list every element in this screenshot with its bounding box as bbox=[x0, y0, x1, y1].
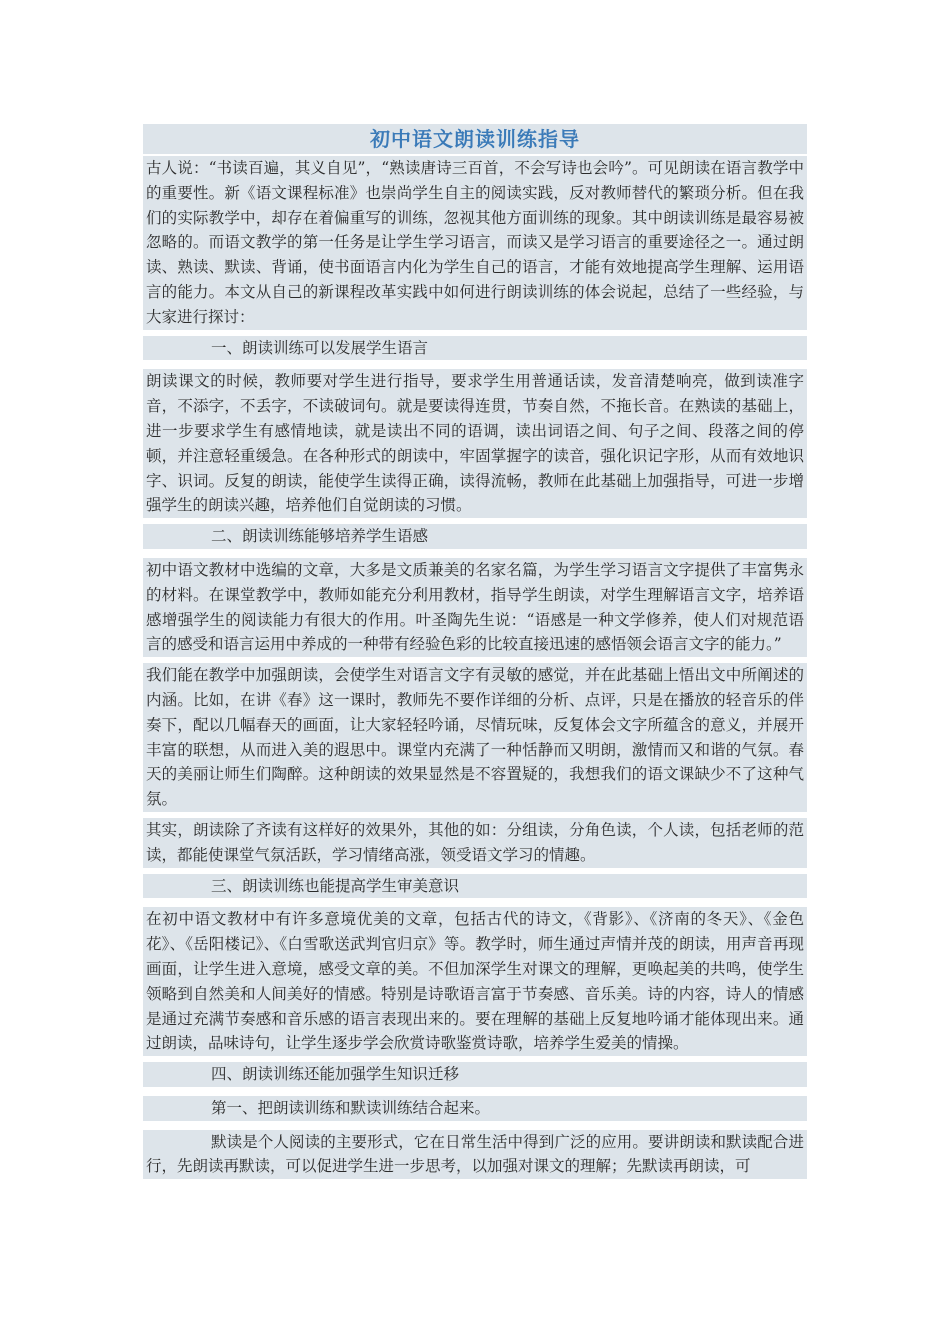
document-page bbox=[143, 124, 807, 1185]
section-heading-3: 三、朗读训练也能提高学生审美意识 bbox=[143, 874, 807, 899]
section-heading-1: 一、朗读训练可以发展学生语言 bbox=[143, 336, 807, 361]
paragraph-section-2c: 其实，朗读除了齐读有这样好的效果外，其他的如：分组读，分角色读，个人读，包括老师的范读，都能使课堂气氛活跃，学习情绪高涨，领受语文学习的情趣。 bbox=[143, 818, 807, 868]
document-title: 初中语文朗读训练指导 bbox=[143, 124, 807, 154]
paragraph-section-3: 在初中语文教材中有许多意境优美的文章，包括古代的诗文，《背影》、《济南的冬天》、《金色花》、《岳阳楼记》、《白雪歌送武判官归京》等。教学时，师生通过声情并茂的朗读，用声音再现画面，让学生进入意境，感受文章的美。不但加深学生对课文的理解，更唤起美的共鸣，使学生领略到自然美和人间美好的情感。特别是诗歌语言富于节奏感、音乐美。诗的内容，诗人的情感是通过充满节奏感和音乐感的语言表现出来的。要在理解的基础上反复地吟诵才能体现出来。通过朗读，品味诗句，让学生逐步学会欣赏诗歌鉴赏诗歌，培养学生爱美的情操。 bbox=[143, 907, 807, 1056]
section-heading-4: 四、朗读训练还能加强学生知识迁移 bbox=[143, 1062, 807, 1087]
subsection-heading-4-1: 第一、把朗读训练和默读训练结合起来。 bbox=[143, 1096, 807, 1121]
paragraph-section-4-1: 默读是个人阅读的主要形式，它在日常生活中得到广泛的应用。要讲朗读和默读配合进行，先朗读再默读，可以促进学生进一步思考，以加强对课文的理解；先默读再朗读，可 bbox=[143, 1130, 807, 1180]
paragraph-section-2a: 初中语文教材中选编的文章，大多是文质兼美的名家名篇，为学生学习语言文字提供了丰富隽永的材料。在课堂教学中，教师如能充分利用教材，指导学生朗读，对学生理解语言文字，培养语感增强学生的阅读能力有很大的作用。叶圣陶先生说：“语感是一种文学修养，使人们对规范语言的感受和语言运用中养成的一种带有经验色彩的比较直接迅速的感悟领会语言文字的能力。” bbox=[143, 558, 807, 657]
paragraph-section-1: 朗读课文的时候，教师要对学生进行指导，要求学生用普通话读，发音清楚响亮，做到读准字音，不添字，不丢字，不读破词句。就是要读得连贯，节奏自然，不拖长音。在熟读的基础上，进一步要求学生有感情地读，就是读出不同的语调，读出词语之间、句子之间、段落之间的停顿，并注意轻重缓急。在各种形式的朗读中，牢固掌握字的读音，强化识记字形，从而有效地识字、识词。反复的朗读，能使学生读得正确，读得流畅，教师在此基础上加强指导，可进一步增强学生的朗读兴趣，培养他们自觉朗读的习惯。 bbox=[143, 369, 807, 518]
paragraph-intro: 古人说：“书读百遍，其义自见”，“熟读唐诗三百首，不会写诗也会吟”。可见朗读在语言教学中的重要性。新《语文课程标准》也崇尚学生自主的阅读实践，反对教师替代的繁琐分析。但在我们的实际教学中，却存在着偏重写的训练，忽视其他方面训练的现象。其中朗读训练是最容易被忽略的。而语文教学的第一任务是让学生学习语言，而读又是学习语言的重要途径之一。通过朗读、熟读、默读、背诵，使书面语言内化为学生自己的语言，才能有效地提高学生理解、运用语言的能力。本文从自己的新课程改革实践中如何进行朗读训练的体会说起，总结了一些经验，与大家进行探讨： bbox=[143, 156, 807, 330]
section-heading-2: 二、朗读训练能够培养学生语感 bbox=[143, 524, 807, 549]
paragraph-section-2b: 我们能在教学中加强朗读，会使学生对语言文字有灵敏的感觉，并在此基础上悟出文中所阐述的内涵。比如，在讲《春》这一课时，教师先不要作详细的分析、点评，只是在播放的轻音乐的伴奏下，配以几幅春天的画面，让大家轻轻吟诵，尽情玩味，反复体会文字所蕴含的意义，并展开丰富的联想，从而进入美的遐思中。课堂内充满了一种恬静而又明朗，激情而又和谐的气氛。春天的美丽让师生们陶醉。这种朗读的效果显然是不容置疑的，我想我们的语文课缺少不了这种气氛。 bbox=[143, 663, 807, 812]
